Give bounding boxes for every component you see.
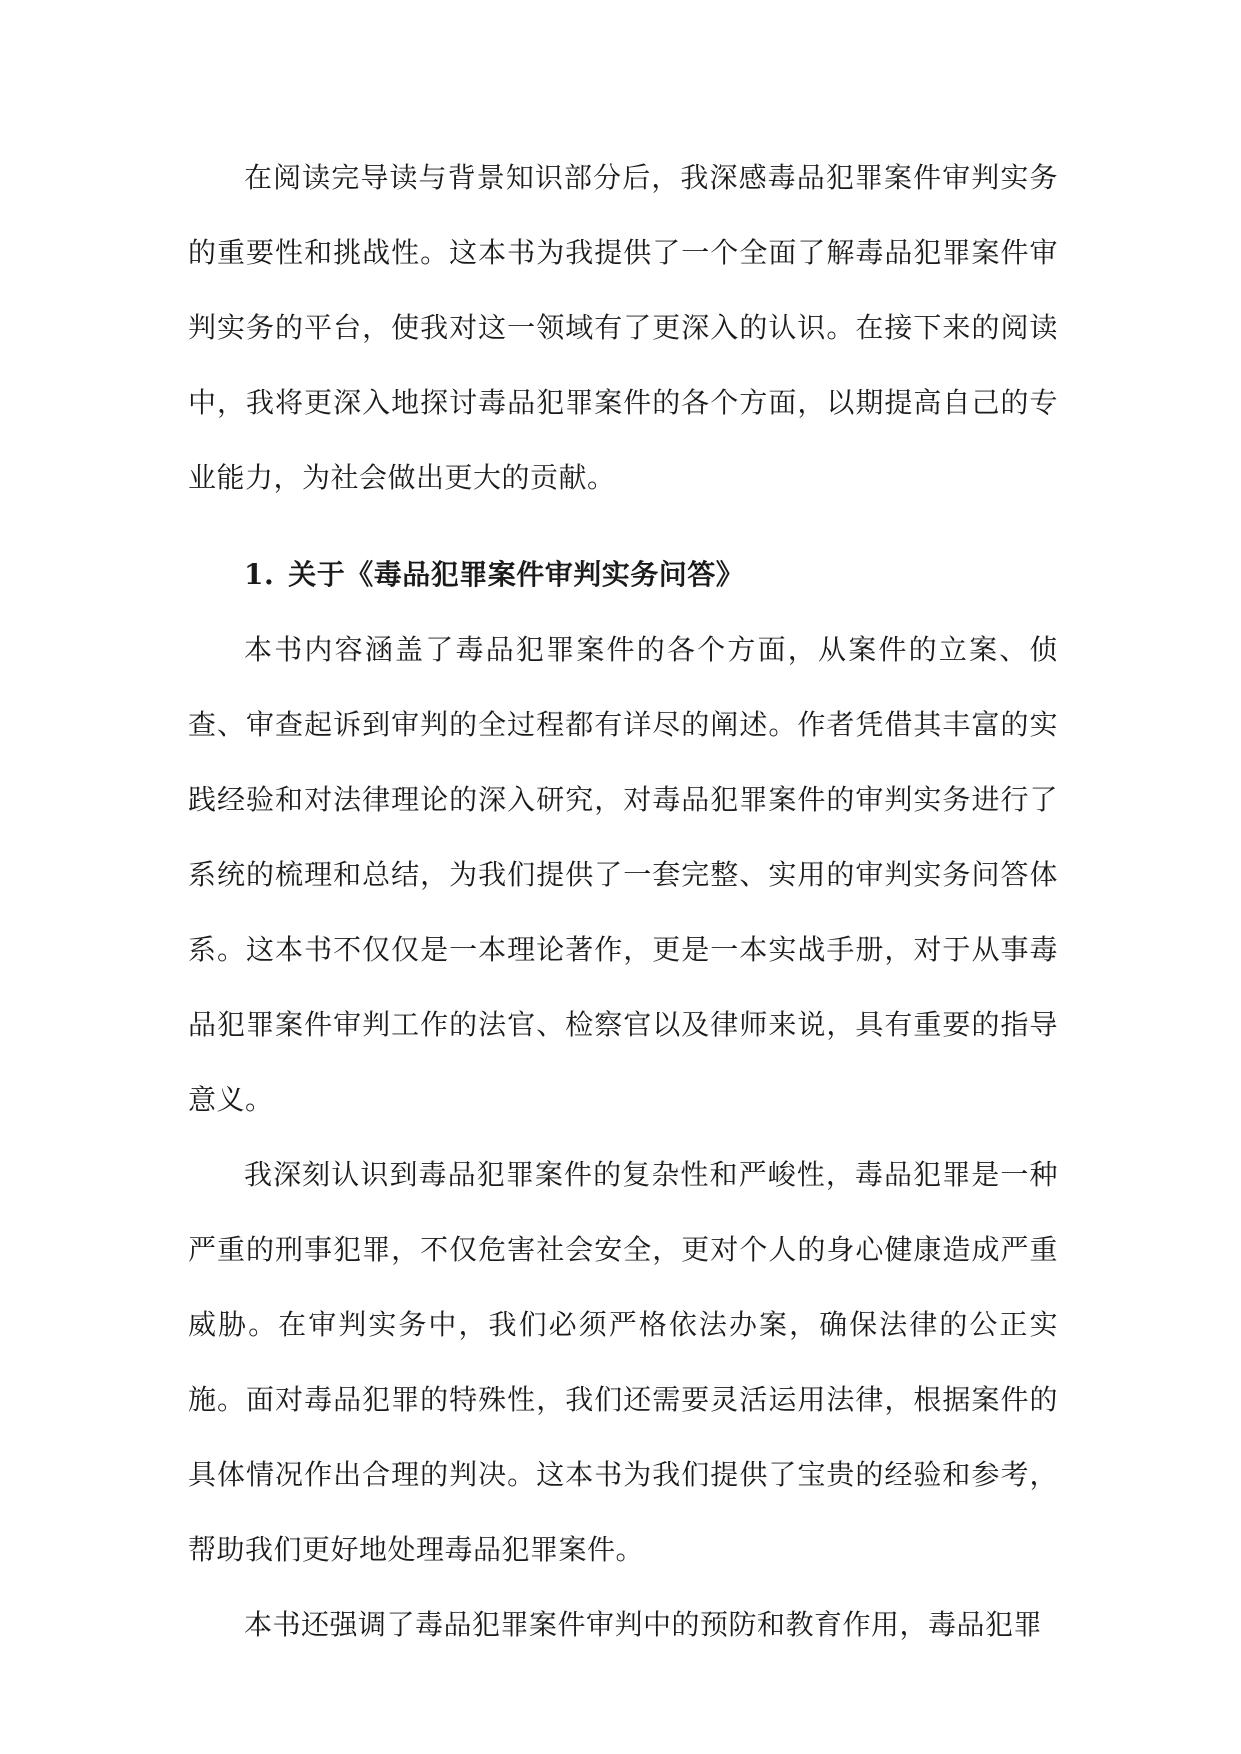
intro-paragraph: 在阅读完导读与背景知识部分后，我深感毒品犯罪案件审判实务的重要性和挑战性。这本书为我提供了一个全面了解毒品犯罪案件审判实务的平台，使我对这一领域有了更深入的认识。在接下来的阅读中，我将更深入地探讨毒品犯罪案件的各个方面，以期提高自己的专业能力，为社会做出更大的贡献。 [188,161,1058,494]
section-number: 1. [244,558,275,591]
body-paragraph-1: 本书内容涵盖了毒品犯罪案件的各个方面，从案件的立案、侦查、审查起诉到审判的全过程都有详尽的阐述。作者凭借其丰富的实践经验和对法律理论的深入研究，对毒品犯罪案件的审判实务进行了系统的梳理和总结，为我们提供了一套完整、实用的审判实务问答体系。这本书不仅仅是一本理论著作，更是一本实战手册，对于从事毒品犯罪案件审判工作的法官、检察官以及律师来说，具有重要的指导意义。 [188,633,1058,1116]
body-paragraph-3: 本书还强调了毒品犯罪案件审判中的预防和教育作用，毒品犯罪 [244,1608,1043,1641]
section-title: 关于《毒品犯罪案件审判实务问答》 [288,558,745,591]
body-paragraph-2: 我深刻认识到毒品犯罪案件的复杂性和严峻性，毒品犯罪是一种严重的刑事犯罪，不仅危害社会安全，更对个人的身心健康造成严重威胁。在审判实务中，我们必须严格依法办案，确保法律的公正实施。面对毒品犯罪的特殊性，我们还需要灵活运用法律，根据案件的具体情况作出合理的判决。这本书为我们提供了宝贵的经验和参考，帮助我们更好地处理毒品犯罪案件。 [188,1158,1058,1566]
section-heading [188,515,1058,612]
document-body [188,140,1058,1662]
